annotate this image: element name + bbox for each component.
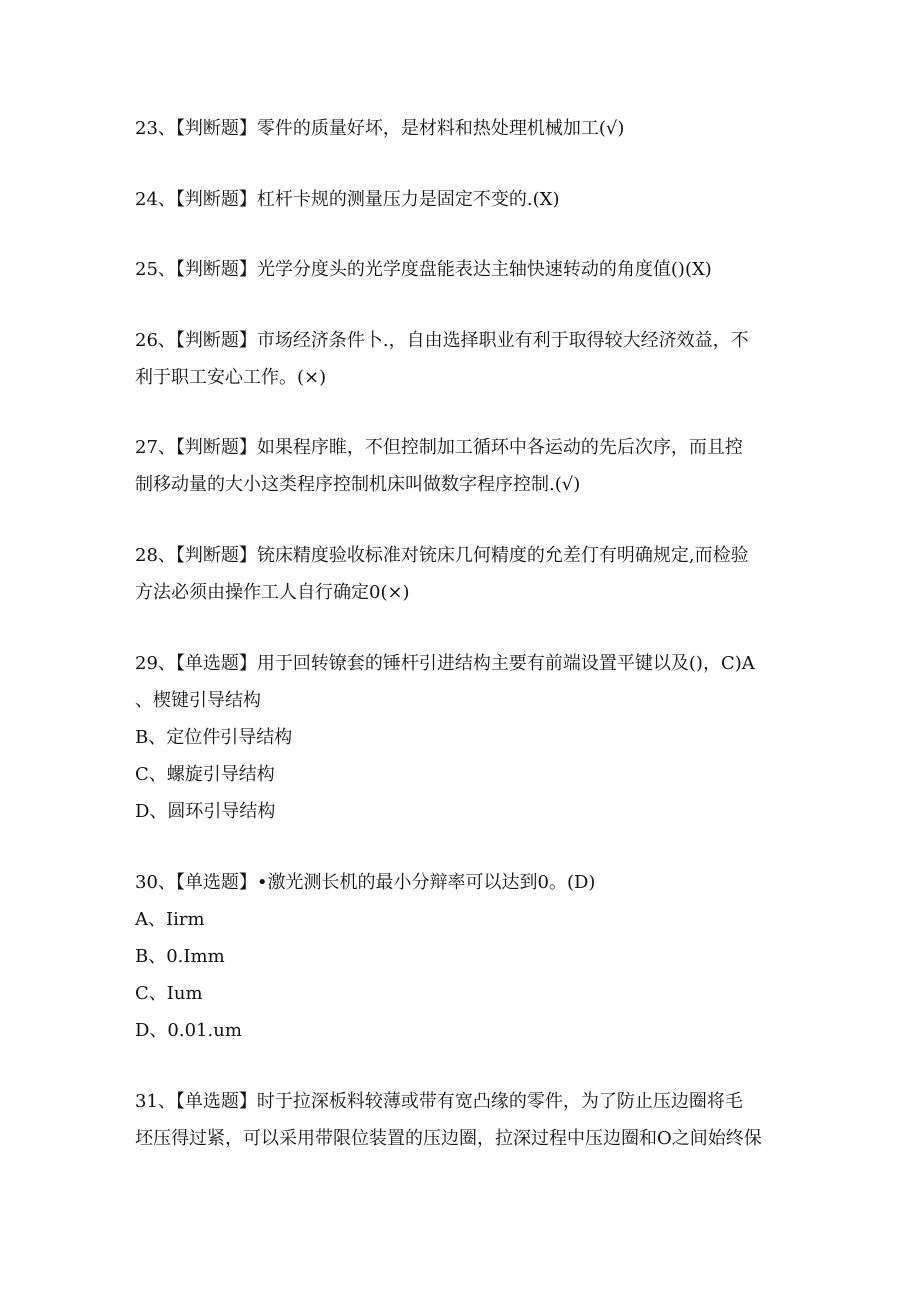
question-31-line-2: 坯压得过紧，可以采用带限位装置的压边圈，拉深过程中压边圈和O之间始终保 [135,1128,762,1149]
question-29-option-c: C、螺旋引导结构 [135,764,275,785]
question-30-option-c: C、Ium [135,983,203,1004]
question-30-option-a: A、Iirm [135,909,205,930]
question-29-option-d: D、圆环引导结构 [135,801,276,822]
question-28-line-2: 方法必须由操作工人自行确定0(×) [135,582,410,603]
question-30: 30、【单选题】•激光测长机的最小分辩率可以达到0。(D) [135,872,596,893]
question-31-line-1: 31、【单选题】时于拉深板料较薄或带有宽凸缘的零件，为了防止压边圈将毛 [135,1091,743,1112]
question-30-option-b: B、0.Imm [135,946,225,967]
question-23: 23、【判断题】零件的质量好坏，是材料和热处理机械加工(√) [135,118,625,139]
question-27-line-2: 制移动量的大小这类程序控制机床叫做数字程序控制.(√) [135,474,581,495]
question-26-line-2: 利于职工安心工作。(×) [135,367,327,388]
question-29-option-b: B、定位件引导结构 [135,727,293,748]
question-26-line-1: 26、【判断题】市场经济条件卜.，自由选择职业有利于取得较大经济效益，不 [135,330,749,351]
question-25: 25、【判断题】光学分度头的光学度盘能表达主轴快速转动的角度值()(X) [135,259,712,280]
question-27-line-1: 27、【判断题】如果程序睢，不但控制加工循环中各运动的先后次序，而且控 [135,437,743,458]
question-29-line-2: 、楔键引导结构 [135,690,261,711]
question-24: 24、【判断题】杠杆卡规的测量压力是固定不变的.(X) [135,189,560,210]
question-29-line-1: 29、【单选题】用于回转镣套的锤杆引进结构主要有前端设置平键以及()，C)A [135,653,755,674]
question-28-line-1: 28、【判断题】铳床精度验收标准对铳床几何精度的允差仃有明确规定,而检验 [135,545,749,566]
question-30-option-d: D、0.01.um [135,1020,242,1041]
